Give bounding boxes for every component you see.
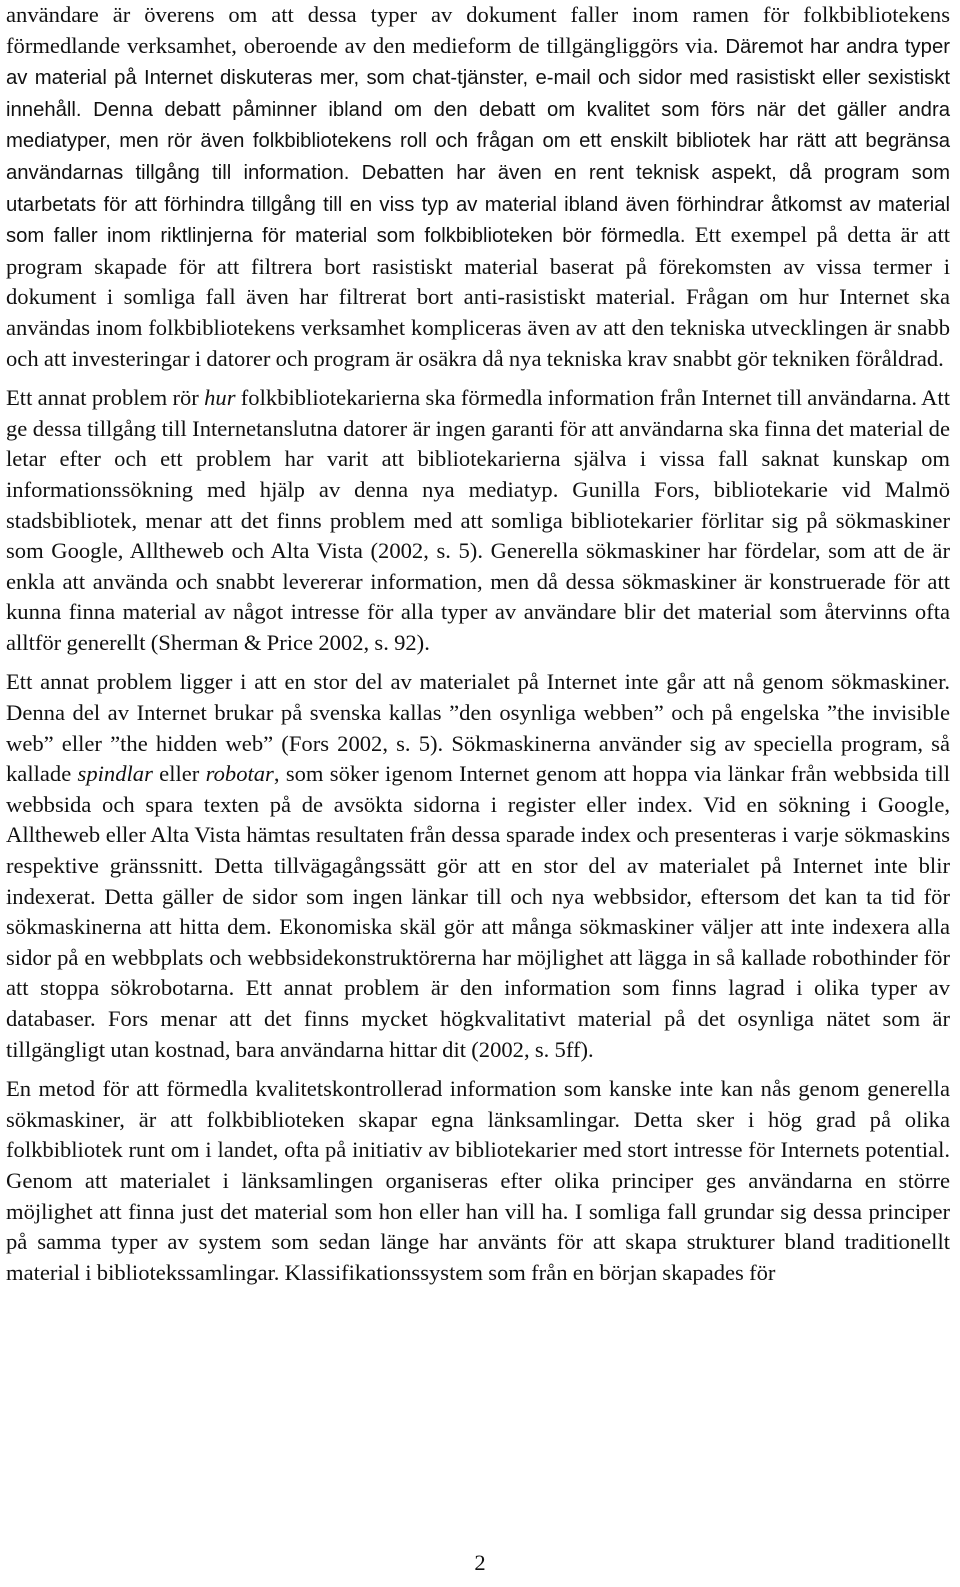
- document-page: [6, 0, 950, 1288]
- text-segment: eller: [152, 761, 206, 787]
- text-segment: folkbibliotekarierna ska förmedla information från Internet till användarna. Att ge dessa tillgång till Internetanslutna datorer är ingen garanti för att användarna ska finna det material de letar efter och ett problem har varit att bibliotekarierna själva i vissa fall saknat kunskap om informationssökning med hjälp av denna nya mediatyp. Gunilla Fors, bibliotekarie vid Malmö stadsbibliotek, menar att det finns problem med att somliga bibliotekarier förlitar sig på sökmaskiner som Google, Alltheweb och Alta Vista (2002, s. 5). Generella sökmaskiner har fördelar, som att de är enkla att använda och snabbt levererar information, men då dessa sökmaskiner är konstruerade för att kunna finna material av något intresse för alla typer av användare blir det material som återvinns ofta alltför generellt (Sherman & Price 2002, s. 92).: [6, 385, 950, 655]
- text-segment: , som söker igenom Internet genom att hoppa via länkar från webbsida till webbsida och spara texten på de avsökta sidorna i register eller index. Vid en sökning i Google, Alltheweb eller Alta Vista hämtas resultaten från dessa sparade index och presenteras i varje sökmaskins respektive gränssnitt. Detta tillvägagångssätt gör att en stor del av materialet på Internet inte blir indexerat. Detta gäller de sidor som ingen länkar till och nya webbsidor, eftersom det kan ta tid för sökmaskinerna att hitta dem. Ekonomiska skäl gör att många sökmaskiner väljer att inte indexera alla sidor på en webbplats och webbsidekonstruktörerna har möjlighet att lägga in så kallade robothinder för att stoppa sökrobotarna. Ett annat problem är den information som finns lagrad i olika typer av databaser. Fors menar att det finns mycket högkvalitativt material på det osynliga nätet som är tillgängligt utan kostnad, bara användarna hittar dit (2002, s. 5ff).: [6, 761, 950, 1062]
- paragraph: [6, 383, 950, 658]
- page-number: 2: [474, 1550, 486, 1575]
- text-segment: Ett annat problem rör: [6, 385, 205, 411]
- body-text: [6, 0, 950, 1288]
- emphasis-text: hur: [204, 385, 236, 411]
- text-segment: Denna debatt påminner ibland om den debatt om kvalitet som förs när det gäller andra mediatyper, men rör även folkbibliotekens roll och frågan om ett enskilt bibliotek har rätt att begränsa användarnas tillgång till information.: [6, 98, 950, 184]
- emphasis-text: robotar: [205, 761, 274, 787]
- paragraph: [6, 0, 950, 374]
- paragraph: [6, 1074, 950, 1288]
- emphasis-text: spindlar: [77, 761, 153, 787]
- text-segment: Ett annat problem ligger i att en stor del av materialet på Internet inte går att nå genom sökmaskiner. Denna del av Internet brukar på svenska kallas ”den osynliga webben” och på engelska ”the invisible web” eller ”the hidden web” (Fors 2002, s. 5). Sökmaskinerna använder sig av speciella program, så kallade: [6, 669, 950, 787]
- text-segment: användare är överens om att dessa typer av dokument faller inom ramen för folkbibliotekens förmedlande verksamhet, oberoende av den medieform de tillgängliggörs via.: [6, 2, 950, 58]
- paragraph: [6, 667, 950, 1065]
- text-segment: Däremot har andra typer av material på Internet diskuteras mer, som chat-tjänster, e-mail och sidor med rasistiskt eller sexistiskt innehåll.: [6, 35, 950, 121]
- text-segment: Debatten har även en rent teknisk aspekt, då program som utarbetats för att förhindra tillgång till en viss typ av material ibland även förhindrar åtkomst av material som faller inom riktlinjerna för material som folkbiblioteken bör förmedla.: [6, 161, 950, 248]
- text-segment: En metod för att förmedla kvalitetskontrollerad information som kanske inte kan nås genom generella sökmaskiner, är att folkbiblioteken skapar egna länksamlingar. Detta sker i hög grad på olika folkbibliotek runt om i landet, ofta på initiativ av bibliotekarier med stort intresse för Internets potential. Genom att materialet i länksamlingen organiseras efter olika principer ges användarna en större möjlighet att finna just det material som hon eller han vill ha. I somliga fall grundar sig dessa principer på samma typer av system som sedan länge har använts för att skapa strukturer bland traditionellt material i bibliotekssamlingar. Klassifikationssystem som från en början skapades för: [6, 1076, 950, 1285]
- text-segment: Ett exempel på detta är att program skapade för att filtrera bort rasistiskt material baserat på förekomsten av vissa termer i dokument i somliga fall även har filtrerat bort anti-rasistiskt material. Frågan om hur Internet ska användas inom folkbibliotekens verksamhet kompliceras även av att den tekniska utvecklingen är snabb och att investeringar i datorer och program är osäkra då nya tekniska krav snabbt gör tekniken föråldrad.: [6, 222, 951, 371]
